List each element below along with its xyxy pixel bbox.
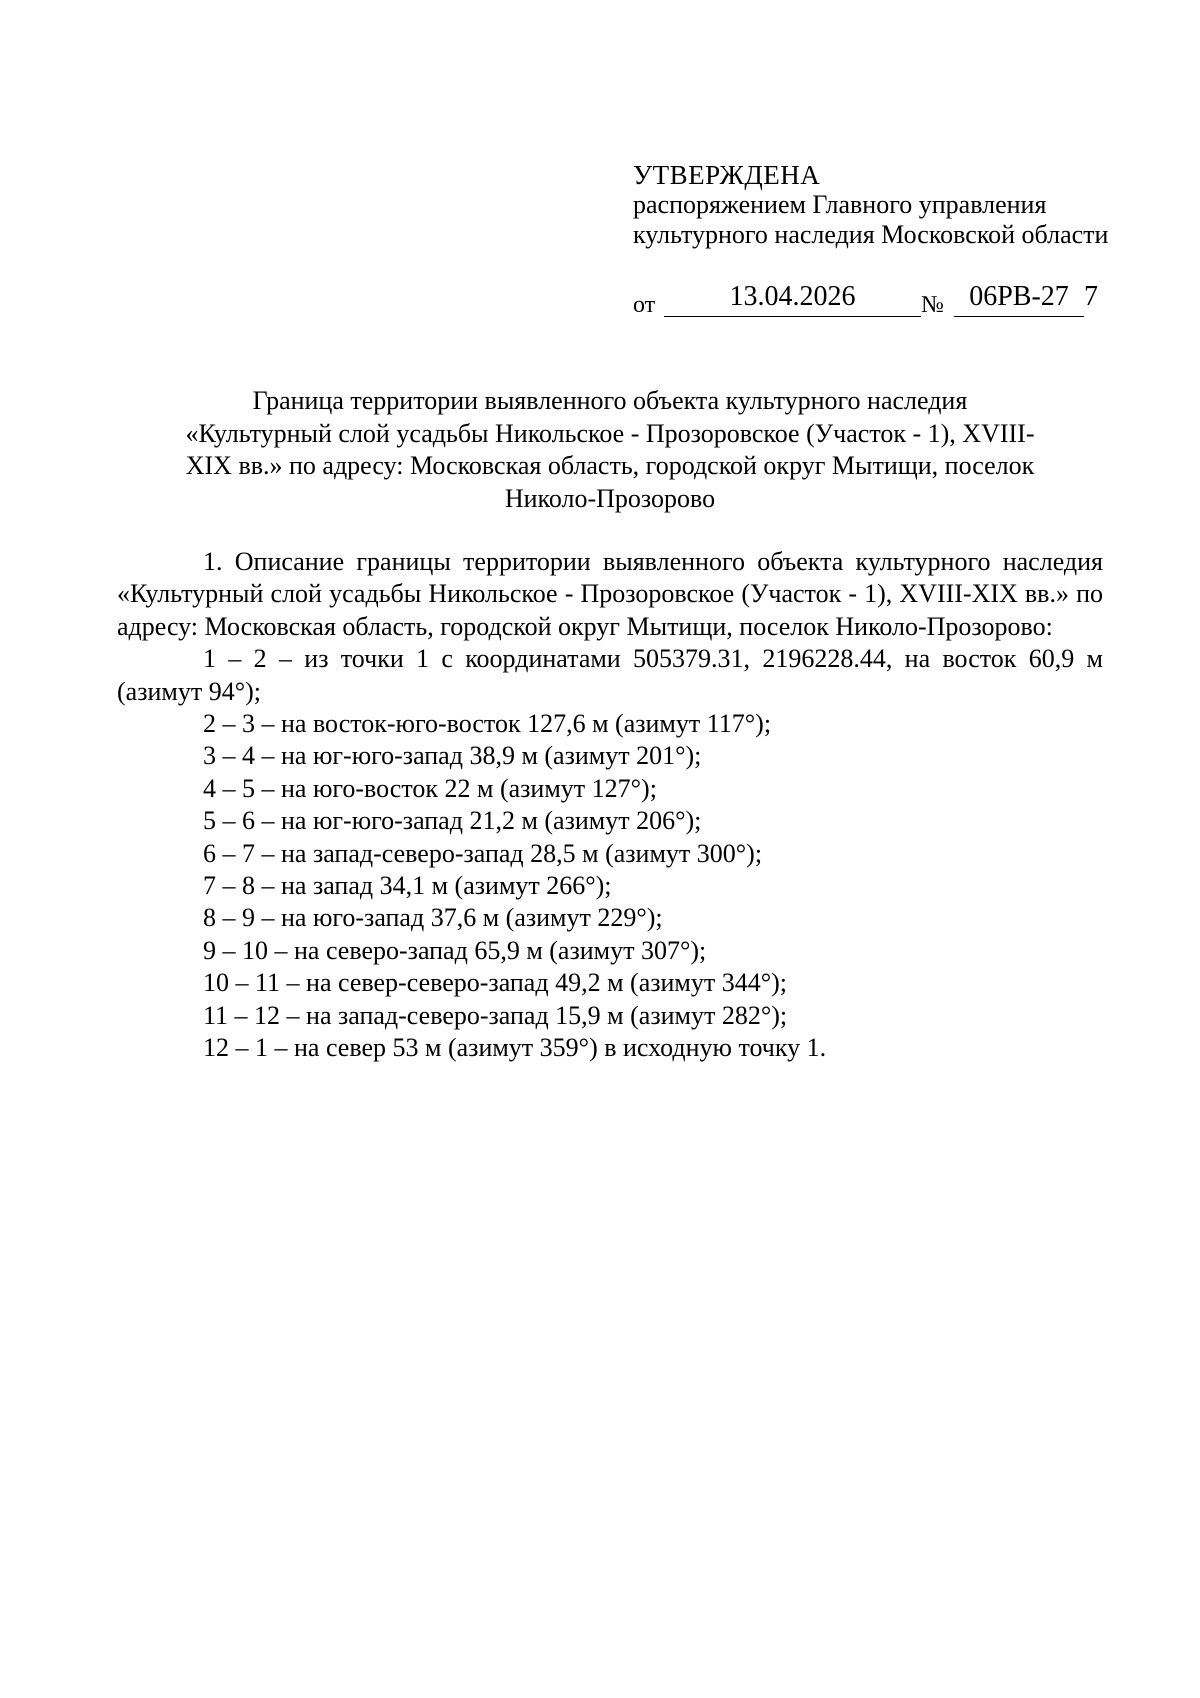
description-intro: 1. Описание границы территории выявленного объекта культурного наследия «Культурный слой усадьбы Никольское - Прозоровское (Участок - 1), XVIII-XIX вв.» по адресу: Московская область, городской округ Мытищи, поселок Николо-Прозорово:: [117, 547, 1103, 641]
boundary-segment: 11 – 12 – на запад-северо-запад 15,9 м (азимут 282°);: [203, 1000, 788, 1030]
boundary-segment: 6 – 7 – на запад-северо-запад 28,5 м (азимут 300°);: [203, 838, 763, 868]
heading-line: Граница территории выявленного объекта культурного наследия: [252, 386, 968, 415]
boundary-segment: 2 – 3 – на восток-юго-восток 127,6 м (азимут 117°);: [203, 709, 772, 739]
order-number-suffix: 7: [1084, 281, 1098, 312]
boundary-segment: 8 – 9 – на юго-запад 37,6 м (азимут 229°);: [203, 903, 663, 933]
boundary-segment: 5 – 6 – на юг-юго-запад 21,2 м (азимут 206°);: [203, 806, 702, 836]
approval-line-2: культурного наследия Московской области: [633, 220, 1109, 249]
order-date: 13.04.2026: [664, 282, 921, 317]
boundary-segment: 3 – 4 – на юг-юго-запад 38,9 м (азимут 201°);: [203, 741, 702, 771]
boundary-description: [117, 546, 1103, 1065]
approval-line-1: распоряжением Главного управления: [633, 190, 1047, 219]
boundary-segment: 7 – 8 – на запад 34,1 м (азимут 266°);: [203, 871, 612, 901]
order-reference: [633, 282, 1113, 322]
order-date-label: от: [633, 292, 656, 318]
boundary-segment: 4 – 5 – на юго-восток 22 м (азимут 127°);: [203, 773, 657, 803]
heading-line: XIX вв.» по адресу: Московская область, городской округ Мытищи, поселок: [185, 451, 1035, 480]
approval-block: [633, 160, 1153, 250]
order-number-label: №: [921, 292, 944, 318]
boundary-segment: 10 – 11 – на север-северо-запад 49,2 м (азимут 344°);: [203, 968, 788, 998]
heading-line: Николо-Прозорово: [504, 483, 716, 513]
boundary-segment: 1 – 2 – из точки 1 с координатами 505379.31, 2196228.44, на восток 60,9 м (азимут 94°);: [117, 644, 1103, 706]
document-heading: [120, 385, 1100, 515]
order-number: 06РВ-27: [954, 282, 1084, 317]
boundary-segment: 9 – 10 – на северо-запад 65,9 м (азимут 307°);: [203, 935, 707, 965]
heading-line: «Культурный слой усадьбы Никольское - Прозоровское (Участок - 1), XVIII-: [185, 418, 1035, 448]
boundary-segment: 12 – 1 – на север 53 м (азимут 359°) в исходную точку 1.: [203, 1033, 827, 1063]
approval-title: УТВЕРЖДЕНА: [633, 160, 821, 190]
